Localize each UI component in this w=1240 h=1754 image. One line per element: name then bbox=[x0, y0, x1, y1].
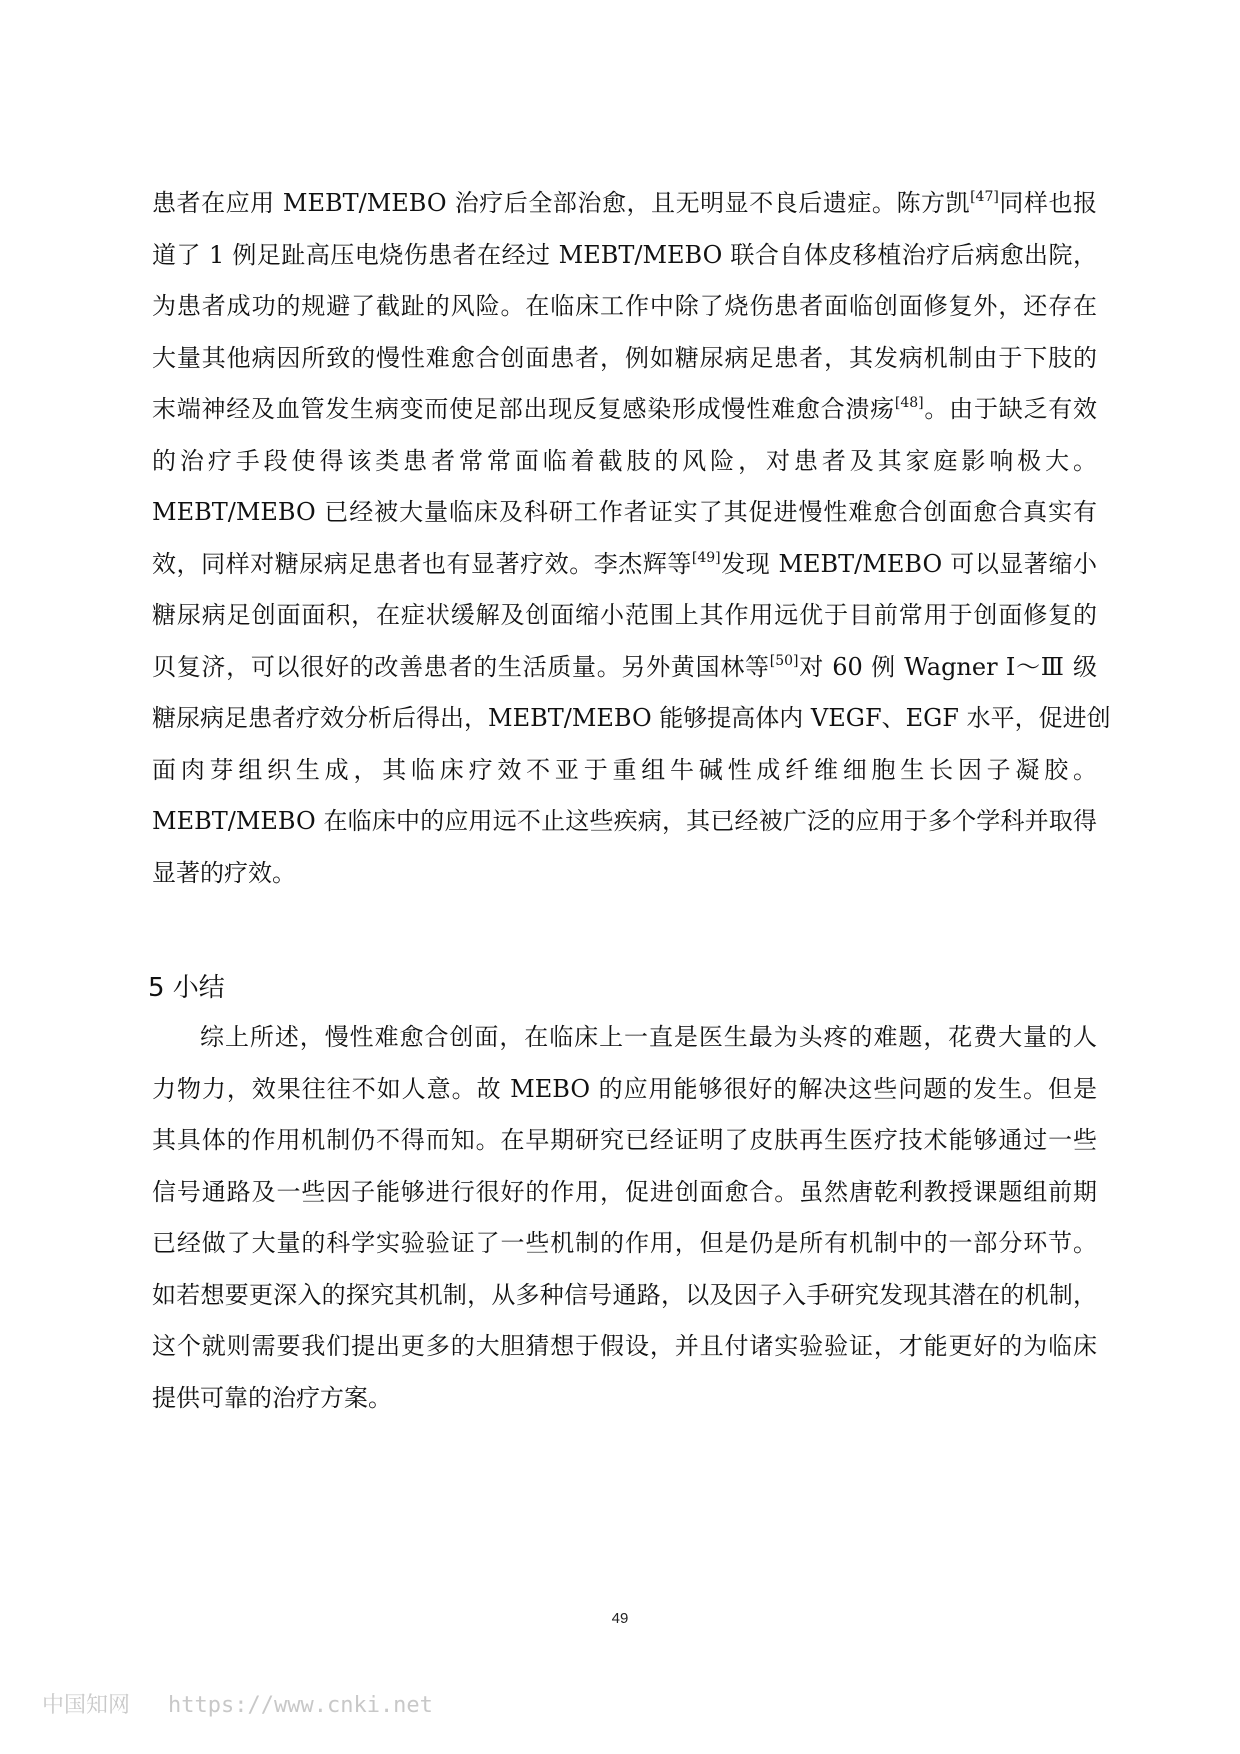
text-run: 同样也报 bbox=[998, 189, 1098, 217]
text-line bbox=[152, 281, 1097, 333]
text-run: 综上所述，慢性难愈合创面，在临床上一直是医生最为头疼的难题，花费大量的人 bbox=[200, 1023, 1097, 1051]
body-paragraph-1 bbox=[152, 178, 1111, 899]
text-run: 大量其他病因所致的慢性难愈合创面患者，例如糖尿病足患者，其发病机制由于下肢的 bbox=[152, 343, 1097, 372]
citation-ref: [50] bbox=[769, 652, 799, 669]
text-run: 末端神经及血管发生病变而使足部出现反复感染形成慢性难愈合溃疡 bbox=[152, 395, 895, 423]
text-line bbox=[152, 384, 1097, 436]
text-run: 患者在应用 MEBT/MEBO 治疗后全部治愈，且无明显不良后遗症。陈方凯 bbox=[152, 189, 971, 217]
text-run: 的治疗手段使得该类患者常常面临着截肢的风险，对患者及其家庭影响极大。 bbox=[152, 446, 1097, 475]
text-line bbox=[152, 590, 1097, 642]
text-run: 信号通路及一些因子能够进行很好的作用，促进创面愈合。虽然唐乾利教授课题组前期 bbox=[152, 1177, 1097, 1206]
watermark-name: 中国知网 bbox=[42, 1693, 131, 1718]
section-heading: 5 小结 bbox=[148, 973, 225, 1003]
text-run: 道了 1 例足趾高压电烧伤患者在经过 MEBT/MEBO 联合自体皮移植治疗后病愈出院， bbox=[152, 240, 1097, 269]
text-line bbox=[152, 487, 1097, 539]
text-run: 提供可靠的治疗方案。 bbox=[152, 1383, 392, 1412]
citation-ref: [47] bbox=[970, 189, 999, 205]
text-line bbox=[152, 1218, 1097, 1270]
text-run: MEBT/MEBO 已经被大量临床及科研工作者证实了其促进慢性难愈合创面愈合真实有 bbox=[152, 498, 1097, 526]
watermark bbox=[42, 1688, 433, 1719]
text-run: 。由于缺乏有效 bbox=[923, 395, 1098, 423]
text-line bbox=[152, 1115, 1097, 1167]
text-run: 面肉芽组织生成，其临床疗效不亚于重组牛碱性成纤维细胞生长因子凝胶。 bbox=[152, 755, 1097, 784]
text-line bbox=[152, 1270, 1097, 1322]
text-run: 力物力，效果往往不如人意。故 MEBO 的应用能够很好的解决这些问题的发生。但是 bbox=[152, 1074, 1097, 1103]
text-line bbox=[152, 1064, 1097, 1116]
text-line bbox=[152, 178, 1097, 230]
text-run: 贝复济，可以很好的改善患者的生活质量。另外黄国林等 bbox=[152, 652, 770, 681]
page-number: 49 bbox=[611, 1610, 629, 1627]
text-line bbox=[152, 1012, 1097, 1064]
text-run: 糖尿病足患者疗效分析后得出，MEBT/MEBO 能够提高体内 VEGF、EGF 水平，促进创 bbox=[152, 704, 1111, 732]
text-line bbox=[152, 230, 1097, 282]
body-paragraph-2 bbox=[152, 1012, 1097, 1424]
text-line bbox=[152, 1167, 1097, 1219]
text-run: 其具体的作用机制仍不得而知。在早期研究已经证明了皮肤再生医疗技术能够通过一些 bbox=[152, 1126, 1097, 1154]
citation-ref: [49] bbox=[691, 549, 721, 566]
text-line bbox=[152, 436, 1097, 488]
text-line bbox=[152, 745, 1097, 797]
text-line bbox=[152, 539, 1097, 591]
text-line bbox=[152, 796, 1097, 848]
text-run: 已经做了大量的科学实验验证了一些机制的作用，但是仍是所有机制中的一部分环节。 bbox=[152, 1229, 1097, 1257]
text-run: MEBT/MEBO 在临床中的应用远不止这些疾病，其已经被广泛的应用于多个学科并取得 bbox=[152, 807, 1097, 835]
text-run: 发现 MEBT/MEBO 可以显著缩小 bbox=[720, 549, 1097, 578]
text-line bbox=[152, 333, 1097, 385]
text-run: 这个就则需要我们提出更多的大胆猜想于假设，并且付诸实验验证，才能更好的为临床 bbox=[152, 1332, 1097, 1360]
text-run: 效，同样对糖尿病足患者也有显著疗效。李杰辉等 bbox=[152, 549, 692, 578]
text-run: 如若想要更深入的探究其机制，从多种信号通路，以及因子入手研究发现其潜在的机制， bbox=[152, 1280, 1097, 1309]
text-line bbox=[152, 642, 1097, 694]
text-line bbox=[152, 1373, 1097, 1425]
text-line bbox=[152, 693, 1111, 745]
text-line bbox=[152, 848, 1097, 900]
text-run: 糖尿病足创面面积，在症状缓解及创面缩小范围上其作用远优于目前常用于创面修复的 bbox=[152, 601, 1097, 629]
text-line bbox=[152, 1321, 1097, 1373]
text-run: 显著的疗效。 bbox=[152, 858, 296, 887]
citation-ref: [48] bbox=[894, 395, 924, 411]
text-run: 为患者成功的规避了截趾的风险。在临床工作中除了烧伤患者面临创面修复外，还存在 bbox=[152, 292, 1097, 320]
watermark-url: https://www.cnki.net bbox=[168, 1693, 433, 1718]
text-run: 对 60 例 Wagner Ⅰ～Ⅲ 级 bbox=[798, 652, 1098, 681]
